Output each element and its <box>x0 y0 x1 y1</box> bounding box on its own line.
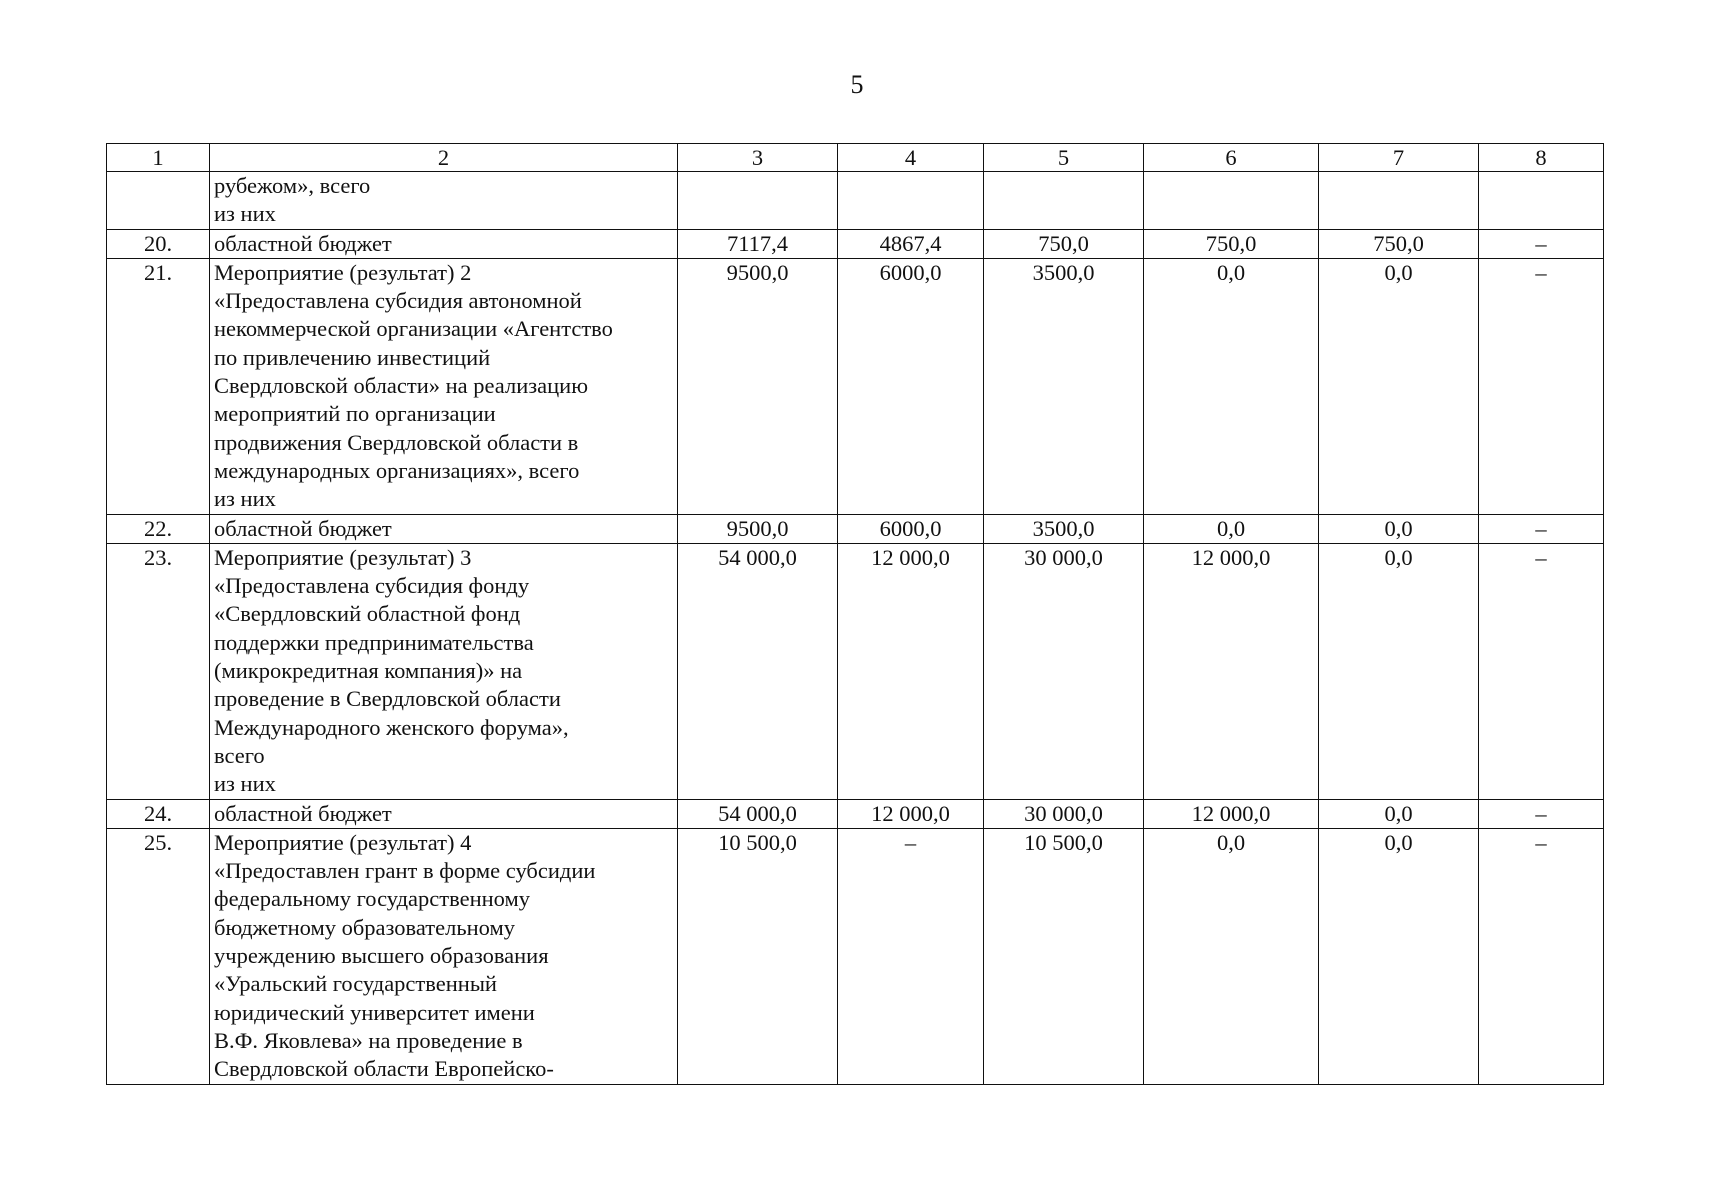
description-line: «Предоставлена субсидия фонду <box>214 573 530 599</box>
column-header-7: 7 <box>1319 144 1479 172</box>
value-cell-col-5: 10 500,0 <box>984 828 1144 1084</box>
page-number: 5 <box>850 70 864 99</box>
budget-table <box>106 143 1604 1085</box>
value-cell-col-7: 0,0 <box>1319 799 1479 828</box>
description-line: Международного женского форума», <box>214 714 569 740</box>
description-line: некоммерческой организации «Агентство <box>214 316 613 342</box>
value-cell-col-3: 9500,0 <box>678 258 838 514</box>
description-line: областной бюджет <box>214 800 392 826</box>
column-header-4: 4 <box>838 144 984 172</box>
value-cell-col-6: 750,0 <box>1144 229 1319 258</box>
table-row <box>107 229 1604 258</box>
row-number-cell <box>107 172 210 230</box>
value-cell-col-4: 4867,4 <box>838 229 984 258</box>
description-line: «Уральский государственный <box>214 971 497 997</box>
value-cell-col-3: 9500,0 <box>678 514 838 543</box>
description-line: проведение в Свердловской области <box>214 686 561 712</box>
value-cell-col-8: – <box>1479 543 1604 799</box>
table-row <box>107 799 1604 828</box>
description-line: рубежом», всего <box>214 173 371 198</box>
description-line: (микрокредитная компания)» на <box>214 658 523 684</box>
description-line: бюджетному образовательному <box>214 914 515 940</box>
value-cell-col-5: 750,0 <box>984 229 1144 258</box>
value-cell-col-3: 10 500,0 <box>678 828 838 1084</box>
description-line: из них <box>214 201 276 227</box>
table-body <box>107 172 1604 1085</box>
value-cell-col-4: 12 000,0 <box>838 543 984 799</box>
value-cell-col-4: 6000,0 <box>838 514 984 543</box>
value-cell-col-8: – <box>1479 229 1604 258</box>
value-cell-col-6: 0,0 <box>1144 514 1319 543</box>
value-cell-col-4: 6000,0 <box>838 258 984 514</box>
description-line: «Предоставлен грант в форме субсидии <box>214 858 596 884</box>
value-cell-col-7: 0,0 <box>1319 514 1479 543</box>
description-line: Мероприятие (результат) 3 <box>214 544 472 570</box>
value-cell-col-6: 12 000,0 <box>1144 543 1319 799</box>
value-cell-col-8: – <box>1479 828 1604 1084</box>
column-header-6: 6 <box>1144 144 1319 172</box>
value-cell-col-3: 7117,4 <box>678 229 838 258</box>
description-line: учреждению высшего образования <box>214 943 549 969</box>
value-cell-col-7: 0,0 <box>1319 258 1479 514</box>
column-header-1: 1 <box>107 144 210 172</box>
value-cell-col-5: 3500,0 <box>984 514 1144 543</box>
value-cell-col-7 <box>1319 172 1479 230</box>
description-line: юридический университет имени <box>214 999 535 1025</box>
description-line: мероприятий по организации <box>214 401 496 427</box>
value-cell-col-7: 0,0 <box>1319 543 1479 799</box>
value-cell-col-8: – <box>1479 514 1604 543</box>
column-header-8: 8 <box>1479 144 1604 172</box>
description-line: Свердловской области Европейско- <box>214 1056 554 1082</box>
description-line: федеральному государственному <box>214 886 530 912</box>
description-cell <box>210 514 678 543</box>
description-line: «Предоставлена субсидия автономной <box>214 288 582 314</box>
value-cell-col-4: – <box>838 828 984 1084</box>
value-cell-col-4: 12 000,0 <box>838 799 984 828</box>
value-cell-col-5: 3500,0 <box>984 258 1144 514</box>
value-cell-col-7: 750,0 <box>1319 229 1479 258</box>
table-row <box>107 514 1604 543</box>
value-cell-col-6: 0,0 <box>1144 258 1319 514</box>
description-line: Свердловской области» на реализацию <box>214 373 589 399</box>
description-line: по привлечению инвестиций <box>214 344 491 370</box>
row-number-cell: 20. <box>107 229 210 258</box>
description-cell <box>210 799 678 828</box>
description-line: всего <box>214 742 265 768</box>
table-row <box>107 258 1604 514</box>
description-line: международных организациях», всего <box>214 457 580 483</box>
description-line: поддержки предпринимательства <box>214 629 534 655</box>
description-line: из них <box>214 486 276 512</box>
value-cell-col-6: 0,0 <box>1144 828 1319 1084</box>
description-line: областной бюджет <box>214 230 392 256</box>
column-header-2: 2 <box>210 144 678 172</box>
value-cell-col-6: 12 000,0 <box>1144 799 1319 828</box>
table-header-row <box>107 144 1604 172</box>
value-cell-col-3 <box>678 172 838 230</box>
column-header-3: 3 <box>678 144 838 172</box>
description-line: областной бюджет <box>214 515 392 541</box>
description-line: Мероприятие (результат) 4 <box>214 829 472 855</box>
description-cell <box>210 172 678 230</box>
row-number-cell: 24. <box>107 799 210 828</box>
description-line: «Свердловский областной фонд <box>214 601 521 627</box>
value-cell-col-5: 30 000,0 <box>984 543 1144 799</box>
row-number-cell: 22. <box>107 514 210 543</box>
row-number-cell: 25. <box>107 828 210 1084</box>
row-number-cell: 21. <box>107 258 210 514</box>
value-cell-col-8 <box>1479 172 1604 230</box>
description-cell <box>210 229 678 258</box>
description-line: В.Ф. Яковлева» на проведение в <box>214 1027 523 1053</box>
value-cell-col-4 <box>838 172 984 230</box>
table-row <box>107 828 1604 1084</box>
value-cell-col-3: 54 000,0 <box>678 799 838 828</box>
description-line: Мероприятие (результат) 2 <box>214 259 472 285</box>
value-cell-col-3: 54 000,0 <box>678 543 838 799</box>
value-cell-col-8: – <box>1479 258 1604 514</box>
table-row <box>107 543 1604 799</box>
value-cell-col-5: 30 000,0 <box>984 799 1144 828</box>
row-number-cell: 23. <box>107 543 210 799</box>
description-cell <box>210 258 678 514</box>
description-cell <box>210 543 678 799</box>
column-header-5: 5 <box>984 144 1144 172</box>
value-cell-col-7: 0,0 <box>1319 828 1479 1084</box>
table-row <box>107 172 1604 230</box>
description-line: из них <box>214 771 276 797</box>
value-cell-col-5 <box>984 172 1144 230</box>
description-cell <box>210 828 678 1084</box>
description-line: продвижения Свердловской области в <box>214 429 579 455</box>
value-cell-col-6 <box>1144 172 1319 230</box>
value-cell-col-8: – <box>1479 799 1604 828</box>
